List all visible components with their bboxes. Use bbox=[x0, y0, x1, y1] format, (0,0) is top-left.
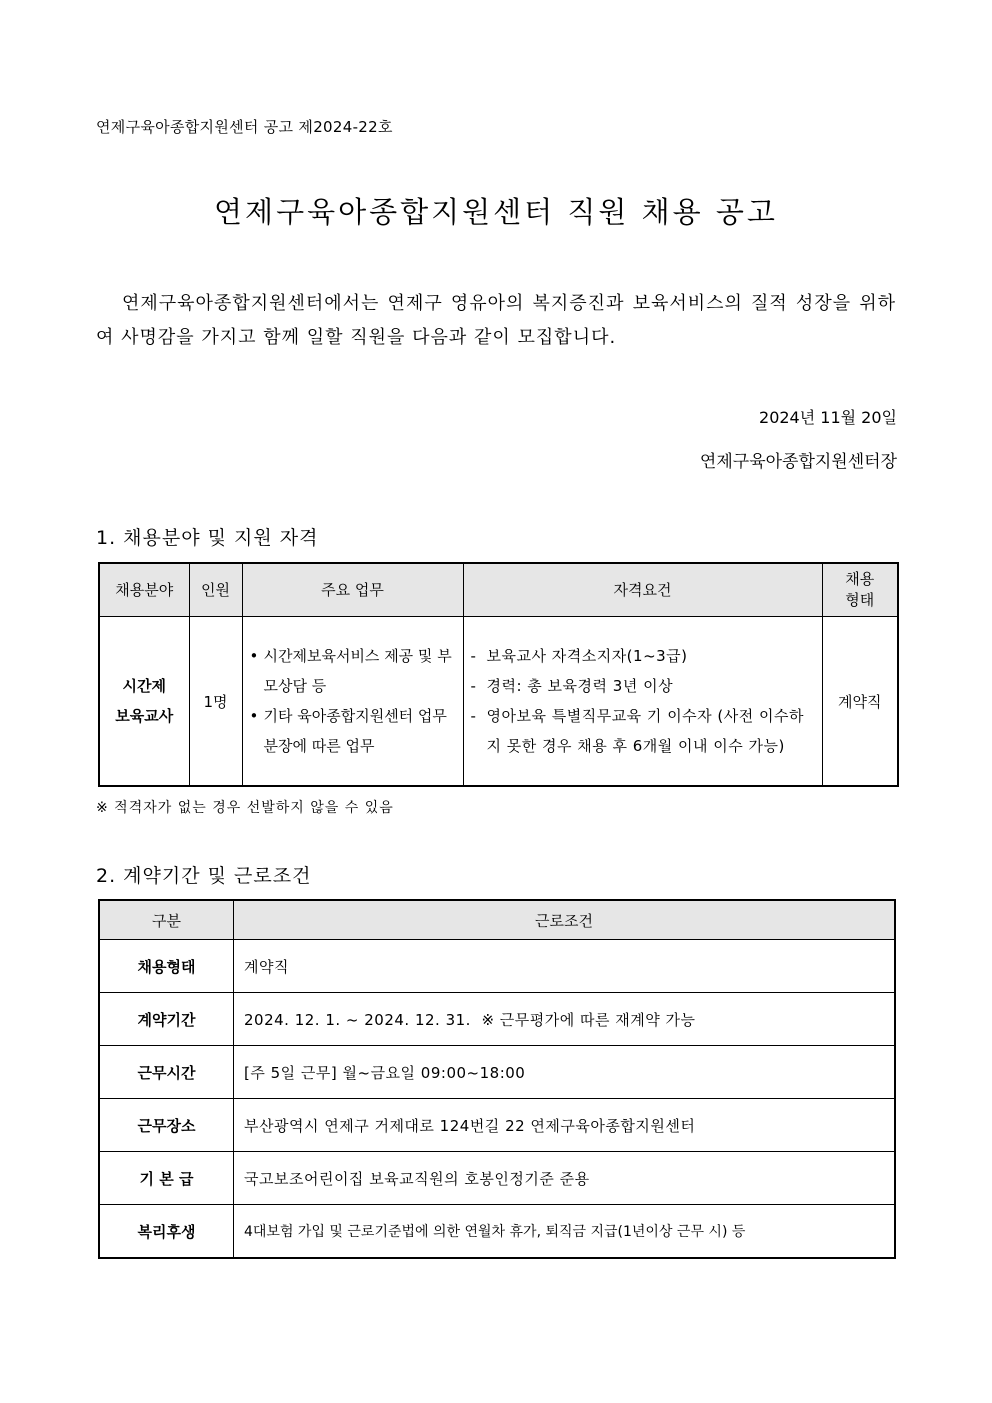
list-item: • 기타 육아종합지원센터 업무분장에 따른 업무 bbox=[250, 701, 458, 761]
notice-date: 2024년 11월 20일 bbox=[759, 408, 897, 427]
header-duties: 주요 업무 bbox=[242, 563, 463, 617]
table-header-row bbox=[99, 563, 898, 617]
row-label: 근무장소 bbox=[99, 1099, 234, 1152]
cell-count: 1명 bbox=[189, 617, 242, 787]
field-line2: 보육교사 bbox=[115, 707, 174, 725]
row-label: 계약기간 bbox=[99, 993, 234, 1046]
row-label: 기 본 급 bbox=[99, 1152, 234, 1205]
list-item: - 영아보육 특별직무교육 기 이수자 (사전 이수하지 못한 경우 채용 후 6개월 이내 이수 가능) bbox=[469, 701, 815, 761]
header-count: 인원 bbox=[189, 563, 242, 617]
header-qualifications: 자격요건 bbox=[463, 563, 822, 617]
row-label: 복리후생 bbox=[99, 1205, 234, 1259]
row-value: 국고보조어린이집 보육교직원의 호봉인정기준 준용 bbox=[234, 1152, 896, 1205]
table-row bbox=[99, 1046, 895, 1099]
table-row bbox=[99, 993, 895, 1046]
cell-duties bbox=[242, 617, 463, 787]
section1-heading: 1. 채용분야 및 지원 자격 bbox=[96, 527, 319, 549]
row-value: 부산광역시 연제구 거제대로 124번길 22 연제구육아종합지원센터 bbox=[234, 1099, 896, 1152]
list-item: - 보육교사 자격소지자(1~3급) bbox=[469, 641, 815, 671]
cell-employment-type: 계약직 bbox=[822, 617, 898, 787]
row-value: 계약직 bbox=[234, 940, 896, 993]
list-item: - 경력: 총 보육경력 3년 이상 bbox=[469, 671, 815, 701]
table-row bbox=[99, 1205, 895, 1259]
list-item: • 시간제보육서비스 제공 및 부모상담 등 bbox=[250, 641, 458, 701]
row-value: [주 5일 근무] 월~금요일 09:00~18:00 bbox=[234, 1046, 896, 1099]
row-label: 채용형태 bbox=[99, 940, 234, 993]
qualifications-list bbox=[465, 641, 821, 761]
header-employment-type-line1: 채용 bbox=[845, 570, 875, 588]
duties-list bbox=[244, 641, 462, 761]
field-line1: 시간제 bbox=[122, 677, 166, 695]
header-employment-type-line2: 형태 bbox=[845, 591, 875, 609]
table-row bbox=[99, 940, 895, 993]
row-value: 4대보험 가입 및 근로기준법에 의한 연월차 휴가, 퇴직금 지급(1년이상 근무 시) 등 bbox=[234, 1205, 896, 1259]
row-value: 2024. 12. 1. ~ 2024. 12. 31. ※ 근무평가에 따른 재계약 가능 bbox=[234, 993, 896, 1046]
header-field: 채용분야 bbox=[99, 563, 189, 617]
cell-field bbox=[99, 617, 189, 787]
table-row bbox=[99, 1152, 895, 1205]
table-row bbox=[99, 617, 898, 787]
section2-heading: 2. 계약기간 및 근로조건 bbox=[96, 865, 312, 887]
header-conditions: 근로조건 bbox=[234, 900, 896, 940]
table-note: ※ 적격자가 없는 경우 선발하지 않을 수 있음 bbox=[96, 800, 394, 816]
table-header-row bbox=[99, 900, 895, 940]
row-label: 근무시간 bbox=[99, 1046, 234, 1099]
recruitment-table bbox=[98, 562, 899, 787]
intro-paragraph bbox=[96, 287, 896, 355]
header-category: 구분 bbox=[99, 900, 234, 940]
table-row bbox=[99, 1099, 895, 1152]
cell-qualifications bbox=[463, 617, 822, 787]
signer: 연제구육아종합지원센터장 bbox=[699, 452, 897, 472]
header-employment-type bbox=[822, 563, 898, 617]
conditions-table bbox=[98, 899, 896, 1259]
notice-number: 연제구육아종합지원센터 공고 제2024-22호 bbox=[96, 118, 393, 136]
intro-text: 연제구육아종합지원센터에서는 연제구 영유아의 복지증진과 보육서비스의 질적 성장을 위하여 사명감을 가지고 함께 일할 직원을 다음과 같이 모집합니다. bbox=[96, 293, 896, 348]
page-title: 연제구육아종합지원센터 직원 채용 공고 bbox=[214, 195, 778, 229]
